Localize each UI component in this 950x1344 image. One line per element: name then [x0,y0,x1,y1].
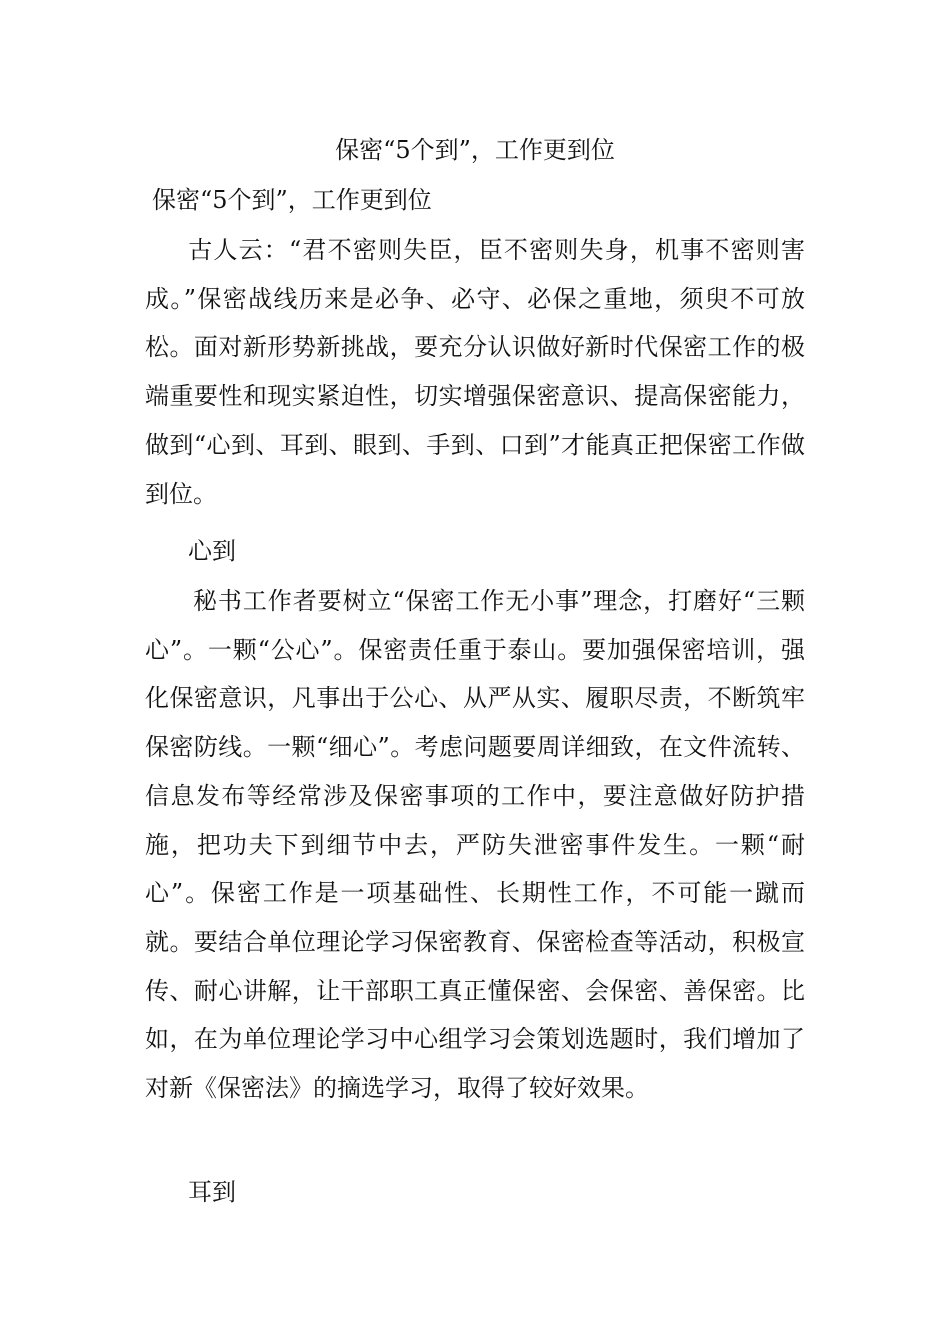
intro-paragraph: 古人云：“君不密则失臣，臣不密则失身，机事不密则害成。”保密战线历来是必争、必守、必保之重地，须臾不可放松。面对新形势新挑战，要充分认识做好新时代保密工作的极端重要性和现实紧迫性，切实增强保密意识、提高保密能力，做到“心到、耳到、眼到、手到、口到”才能真正把保密工作做到位。 [145,236,805,508]
section-paragraph-heart: 秘书工作者要树立“保密工作无小事”理念，打磨好“三颗心”。一颗“公心”。保密责任重于泰山。要加强保密培训，强化保密意识，凡事出于公心、从严从实、履职尽责，不断筑牢保密防线。一颗“细心”。考虑问题要周详细致，在文件流转、信息发布等经常涉及保密事项的工作中，要注意做好防护措施，把功夫下到细节中去，严防失泄密事件发生。一颗“耐心”。保密工作是一项基础性、长期性工作，不可能一蹴而就。要结合单位理论学习保密教育、保密检查等活动，积极宣传、耐心讲解，让干部职工真正懂保密、会保密、善保密。比如，在为单位理论学习中心组学习会策划选题时，我们增加了对新《保密法》的摘选学习，取得了较好效果。 [145,587,805,1103]
section-heading-ear: 耳到 [188,1178,236,1206]
section-heading-heart: 心到 [188,537,236,565]
document-subtitle: 保密“5个到”，工作更到位 [152,186,432,214]
document-title: 保密“5个到”，工作更到位 [335,136,615,164]
